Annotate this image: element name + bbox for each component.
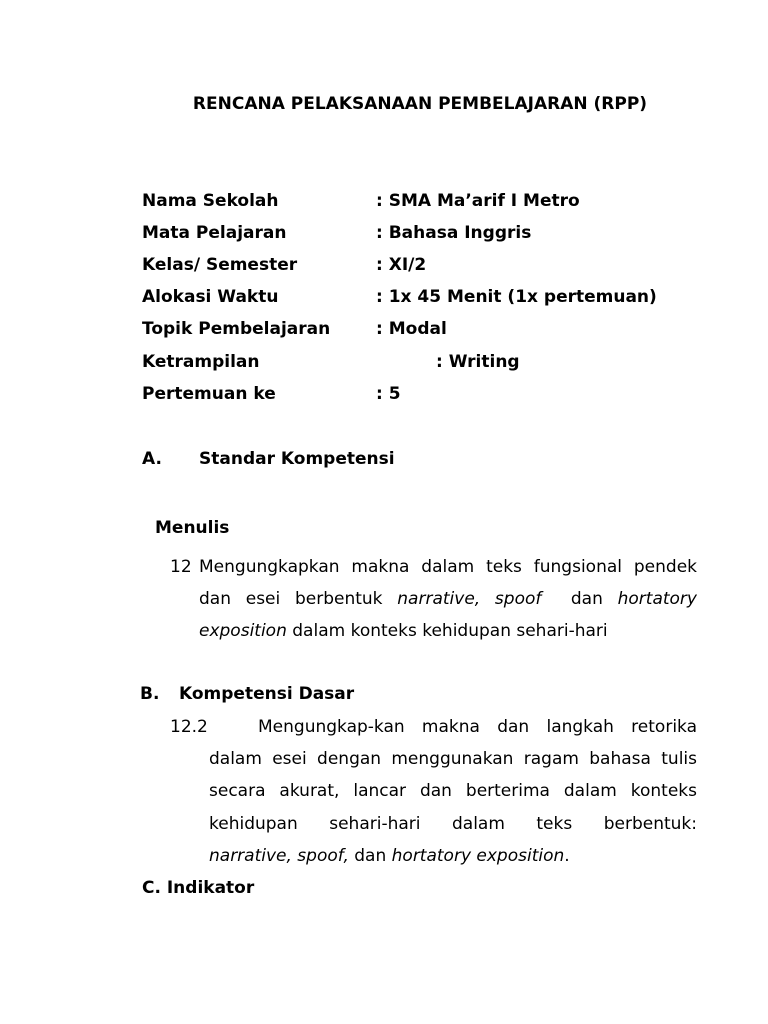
- identity-value: : SMA Ma’arif I Metro: [376, 191, 580, 211]
- identity-value: : 5: [376, 384, 401, 404]
- section-a-line-2: [199, 589, 697, 613]
- section-b-letter: B.: [140, 684, 160, 704]
- text-run: dalam konteks kehidupan sehari-hari: [286, 621, 608, 641]
- identity-value: : 1x 45 Menit (1x pertemuan): [376, 287, 657, 307]
- identity-label: Topik Pembelajaran: [142, 319, 331, 339]
- section-a-letter: A.: [142, 449, 162, 469]
- text-run: dan esei berbentuk: [199, 589, 383, 609]
- section-b-item-number: 12.2: [170, 717, 208, 737]
- document-title: RENCANA PELAKSANAAN PEMBELAJARAN (RPP): [192, 94, 648, 114]
- section-b-heading: Kompetensi Dasar: [179, 684, 355, 704]
- text-run: dan: [570, 589, 603, 609]
- identity-label: Alokasi Waktu: [142, 287, 279, 307]
- text-run-italic: hortatory exposition: [391, 846, 565, 866]
- section-a-item-number: 12: [170, 557, 192, 577]
- section-a-line-3: [199, 621, 608, 641]
- section-a-heading: Standar Kompetensi: [199, 449, 395, 469]
- section-a-line-1: Mengungkapkan makna dalam teks fungsional pendek: [199, 557, 697, 577]
- identity-label: Mata Pelajaran: [142, 223, 287, 243]
- section-b-line-1: Mengungkap-kan makna dan langkah retorika: [258, 717, 697, 737]
- section-b-line-5: [209, 846, 570, 866]
- identity-value: : XI/2: [376, 255, 427, 275]
- identity-value: : Modal: [376, 319, 447, 339]
- identity-value: : Writing: [436, 352, 520, 372]
- identity-value: : Bahasa Inggris: [376, 223, 532, 243]
- text-run: .: [564, 846, 570, 866]
- identity-label: Nama Sekolah: [142, 191, 279, 211]
- text-run-italic: hortatory: [617, 589, 697, 609]
- section-c-heading: C. Indikator: [142, 878, 255, 898]
- section-b-line-3: secara akurat, lancar dan berterima dalam konteks: [209, 781, 697, 801]
- section-b-line-4: kehidupan sehari-hari dalam teks berbentuk:: [209, 814, 697, 834]
- identity-label: Ketrampilan: [142, 352, 260, 372]
- text-run-italic: exposition: [199, 621, 287, 641]
- section-b-line-2: dalam esei dengan menggunakan ragam bahasa tulis: [209, 749, 697, 769]
- text-run-italic: narrative, spoof: [397, 589, 542, 609]
- identity-label: Kelas/ Semester: [142, 255, 298, 275]
- text-run-italic: narrative, spoof,: [209, 846, 349, 866]
- text-run: dan: [348, 846, 392, 866]
- identity-label: Pertemuan ke: [142, 384, 276, 404]
- section-a-subheading: Menulis: [155, 518, 230, 538]
